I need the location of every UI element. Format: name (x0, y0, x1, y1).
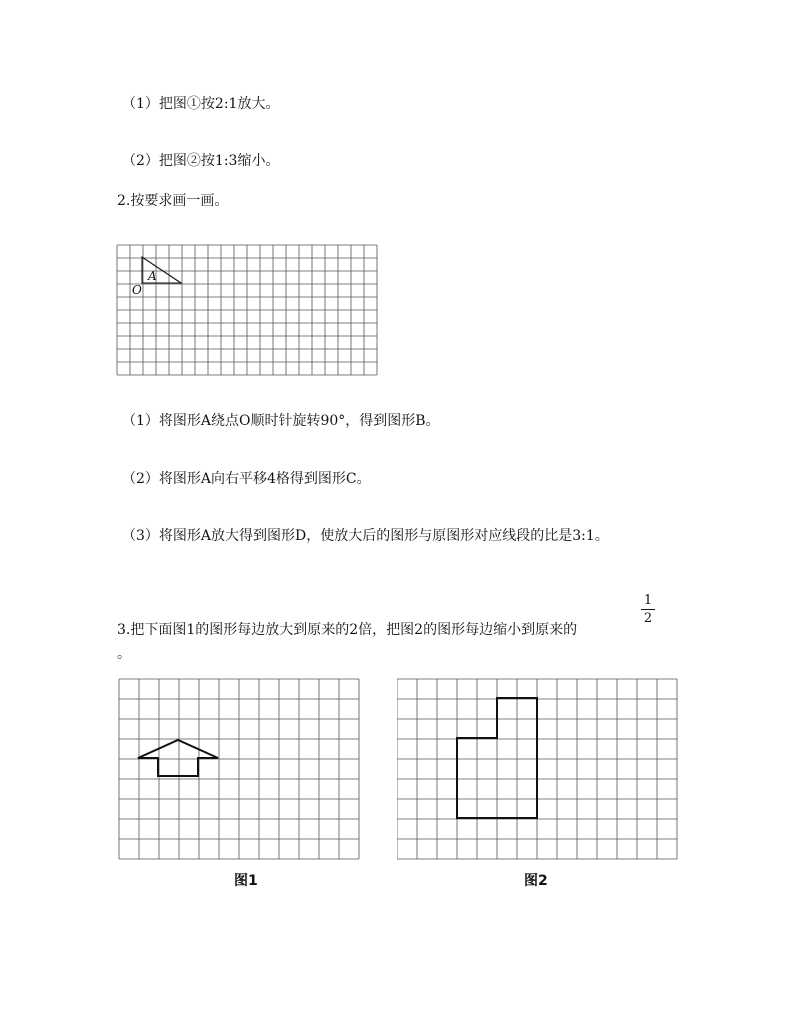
q2-item-3: （3）将图形A放大得到图形D，使放大后的图形与原图形对应线段的比是3:1。 (122, 528, 609, 544)
figure-1-grid-lines (119, 679, 359, 859)
arrow-shape (138, 740, 218, 776)
q2-grid-figure (116, 244, 378, 378)
q1-item-1: （1）把图①按2:1放大。 (122, 96, 280, 112)
fraction-bar (641, 609, 655, 610)
point-o-label: O (132, 283, 142, 297)
half-fraction (641, 593, 655, 626)
q2-grid-lines (117, 245, 377, 375)
q2-title: 2.按要求画一画。 (117, 193, 229, 209)
q1-item-2: （2）把图②按1:3缩小。 (122, 153, 280, 169)
q3-tail: 。 (117, 646, 131, 662)
figure-1-grid (118, 678, 360, 860)
q2-item-2: （2）将图形A向右平移4格得到图形C。 (122, 471, 371, 487)
figure-1-caption: 图1 (234, 873, 258, 889)
q2-item-1: （1）将图形A绕点O顺时针旋转90°，得到图形B。 (122, 413, 440, 429)
figure-2-grid (397, 678, 678, 860)
fraction-numerator: 1 (643, 593, 653, 608)
fraction-denominator: 2 (643, 611, 653, 626)
q3-text: 3.把下面图1的图形每边放大到原来的2倍，把图2的图形每边缩小到原来的 (117, 622, 578, 638)
figure-2-caption: 图2 (524, 873, 548, 889)
shape-a-label: A (148, 269, 157, 283)
